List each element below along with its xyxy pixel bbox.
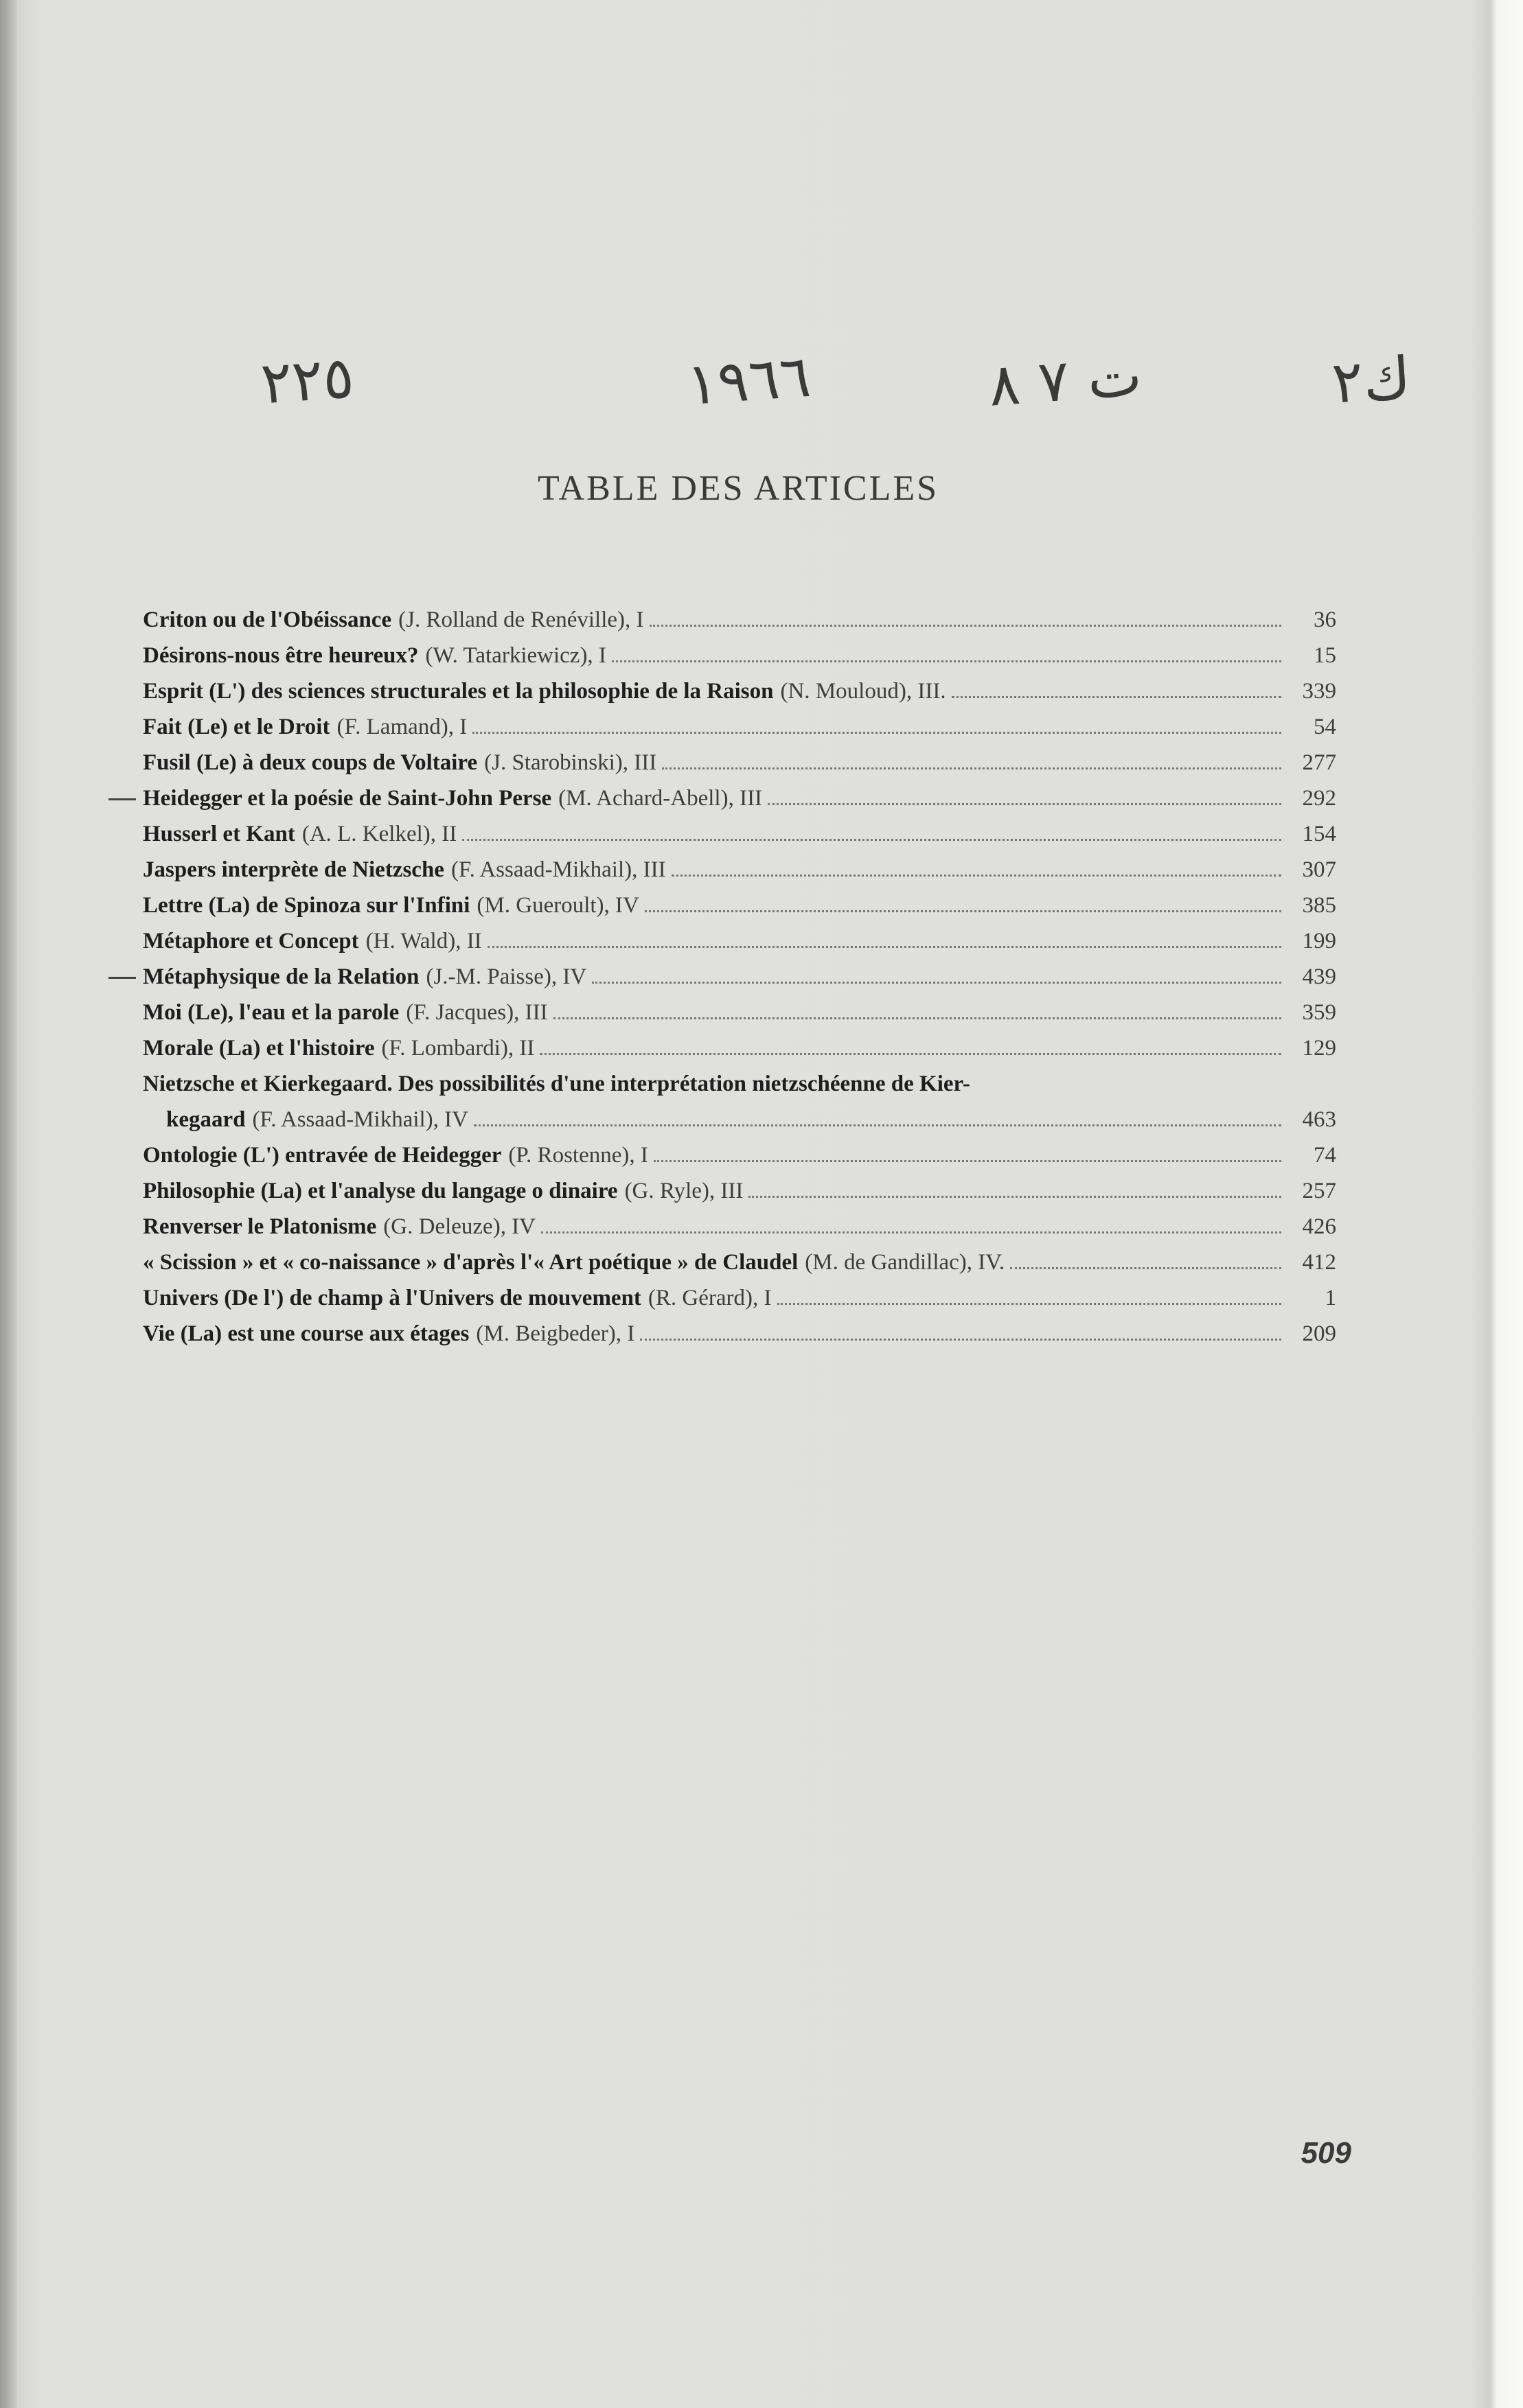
- entry-subject: Jaspers interprète de Nietzsche: [143, 857, 444, 882]
- toc-entry: [143, 1066, 1336, 1137]
- entry-author: (A. L. Kelkel), II: [301, 822, 457, 846]
- margin-dash-mark: [108, 977, 136, 979]
- toc-entry: [143, 1280, 1336, 1316]
- entry-author: (H. Wald), II: [365, 929, 482, 953]
- entry-subject: Métaphysique de la Relation: [143, 964, 420, 989]
- entry-subject: Fait (Le) et le Droit: [143, 715, 330, 739]
- entry-page-number: 257: [1302, 1179, 1336, 1203]
- entry-author: (G. Ryle), III: [624, 1179, 744, 1203]
- handwritten-catalog-marks: [258, 341, 1456, 422]
- entry-subject: Husserl et Kant: [143, 822, 295, 846]
- dot-leader: [662, 767, 1281, 769]
- entry-subject: Renverser le Platonisme: [143, 1214, 377, 1239]
- dot-leader: [654, 1160, 1281, 1162]
- entry-page-number: 15: [1314, 643, 1336, 668]
- dot-leader: [553, 1017, 1281, 1019]
- entry-page-number: 209: [1302, 1321, 1336, 1346]
- dot-leader: [592, 982, 1281, 984]
- dot-leader: [748, 1196, 1281, 1198]
- page-title: TABLE DES ARTICLES: [537, 469, 939, 508]
- entry-page-number: 154: [1302, 822, 1336, 846]
- entry-subject: Nietzsche et Kierkegaard. Des possibilités d'une interprétation nietzschéenne de Kier-: [143, 1072, 970, 1096]
- dot-leader: [768, 803, 1281, 805]
- entry-page-number: 412: [1302, 1250, 1336, 1275]
- dot-leader: [952, 696, 1281, 698]
- entry-subject: Fusil (Le) à deux coups de Voltaire: [143, 750, 478, 775]
- entry-author: (J. Starobinski), III: [484, 750, 657, 775]
- dot-leader: [1010, 1267, 1281, 1269]
- toc-entry: [143, 888, 1336, 923]
- entry-author: (W. Tatarkiewicz), I: [425, 643, 606, 668]
- entry-author: (R. Gérard), I: [648, 1286, 772, 1310]
- toc-entry: [143, 1030, 1336, 1066]
- dot-leader: [640, 1339, 1281, 1341]
- toc-entry: [143, 638, 1336, 673]
- entry-page-number: 36: [1314, 607, 1336, 632]
- entry-author: (N. Mouloud), III.: [780, 679, 946, 704]
- entry-author: (F. Assaad-Mikhail), III: [450, 857, 666, 882]
- entry-page-number: 463: [1302, 1107, 1336, 1132]
- entry-subject: Lettre (La) de Spinoza sur l'Infini: [143, 893, 470, 918]
- entry-subject: Moi (Le), l'eau et la parole: [143, 1000, 400, 1025]
- dot-leader: [650, 625, 1281, 627]
- handwritten-mark: ك٢: [1329, 344, 1413, 417]
- entry-author: (F. Assaad-Mikhail), IV: [252, 1107, 468, 1132]
- toc-entry: [143, 959, 1336, 995]
- dot-leader: [777, 1303, 1281, 1305]
- entry-subject: Vie (La) est une course aux étages: [143, 1321, 470, 1346]
- entry-page-number: 339: [1302, 679, 1336, 704]
- entry-subject: Désirons-nous être heureux?: [143, 643, 419, 668]
- toc-entry: [143, 923, 1336, 959]
- entry-author: (G. Deleuze), IV: [383, 1214, 536, 1239]
- entry-subject: Métaphore et Concept: [143, 929, 359, 953]
- margin-dash-mark: [108, 798, 136, 800]
- entry-author: (P. Rostenne), I: [508, 1143, 648, 1168]
- toc-entry: [143, 1137, 1336, 1173]
- toc-entry: [143, 780, 1336, 816]
- entry-page-number: 74: [1314, 1143, 1336, 1168]
- dot-leader: [541, 1231, 1281, 1234]
- entry-page-number: 54: [1314, 715, 1336, 739]
- entry-page-number: 129: [1302, 1036, 1336, 1061]
- toc-entry: [143, 852, 1336, 888]
- toc-entry: [143, 602, 1336, 638]
- entry-subject: Esprit (L') des sciences structurales et la philosophie de la Raison: [143, 679, 774, 704]
- toc-entry: [143, 1209, 1336, 1244]
- entry-page-number: 439: [1302, 964, 1336, 989]
- table-of-articles: [143, 602, 1336, 1352]
- entry-subject: Heidegger et la poésie de Saint-John Perse: [143, 786, 552, 811]
- dot-leader: [474, 1124, 1281, 1126]
- entry-page-number: 1: [1325, 1286, 1336, 1310]
- entry-subject: Morale (La) et l'histoire: [143, 1036, 375, 1061]
- entry-author: (J.-M. Paisse), IV: [426, 964, 587, 989]
- entry-page-number: 307: [1302, 857, 1336, 882]
- entry-page-number: 277: [1302, 750, 1336, 775]
- entry-subject: Univers (De l') de champ à l'Univers de mouvement: [143, 1286, 641, 1310]
- handwritten-mark: ٢٢٥: [258, 343, 356, 417]
- book-spine-shadow: [0, 0, 16, 2408]
- toc-entry: [143, 1316, 1336, 1352]
- toc-entry: [143, 816, 1336, 852]
- entry-author: (F. Lamand), I: [336, 715, 468, 739]
- entry-page-number: 359: [1302, 1000, 1336, 1025]
- entry-subject: Philosophie (La) et l'analyse du langage o dinaire: [143, 1179, 618, 1203]
- entry-subject: Criton ou de l'Obéissance: [143, 607, 392, 632]
- entry-author: (M. de Gandillac), IV.: [805, 1250, 1005, 1275]
- entry-page-number: 292: [1302, 786, 1336, 811]
- toc-entry: [143, 673, 1336, 709]
- entry-author: (J. Rolland de Renéville), I: [398, 607, 644, 632]
- entry-author: (F. Jacques), III: [406, 1000, 548, 1025]
- entry-page-number: 385: [1302, 893, 1336, 918]
- handwritten-mark: ١٩٦٦: [684, 342, 813, 419]
- entry-subject: « Scission » et « co-naissance » d'après l'« Art poétique » de Claudel: [143, 1250, 799, 1275]
- dot-leader: [472, 732, 1281, 734]
- entry-page-number: 199: [1302, 929, 1336, 953]
- entry-page-number: 426: [1302, 1214, 1336, 1239]
- dot-leader: [462, 839, 1281, 841]
- toc-entry: [143, 709, 1336, 745]
- entry-author: (F. Lombardi), II: [381, 1036, 535, 1061]
- toc-entry: [143, 745, 1336, 780]
- entry-subject: Ontologie (L') entravée de Heidegger: [143, 1143, 502, 1168]
- dot-leader: [488, 946, 1281, 948]
- toc-entry: [143, 1173, 1336, 1209]
- dot-leader: [645, 910, 1281, 912]
- toc-entry: [143, 995, 1336, 1030]
- dot-leader: [540, 1053, 1281, 1055]
- entry-subject-continued: kegaard: [166, 1107, 246, 1132]
- dot-leader: [612, 660, 1281, 662]
- page-number: 509: [1301, 2136, 1351, 2170]
- entry-author: (M. Gueroult), IV: [477, 893, 639, 918]
- toc-entry: [143, 1244, 1336, 1280]
- entry-author: (M. Beigbeder), I: [476, 1321, 635, 1346]
- handwritten-mark: ت ٧ ٨: [986, 341, 1144, 419]
- dot-leader: [672, 875, 1281, 877]
- entry-author: (M. Achard-Abell), III: [558, 786, 763, 811]
